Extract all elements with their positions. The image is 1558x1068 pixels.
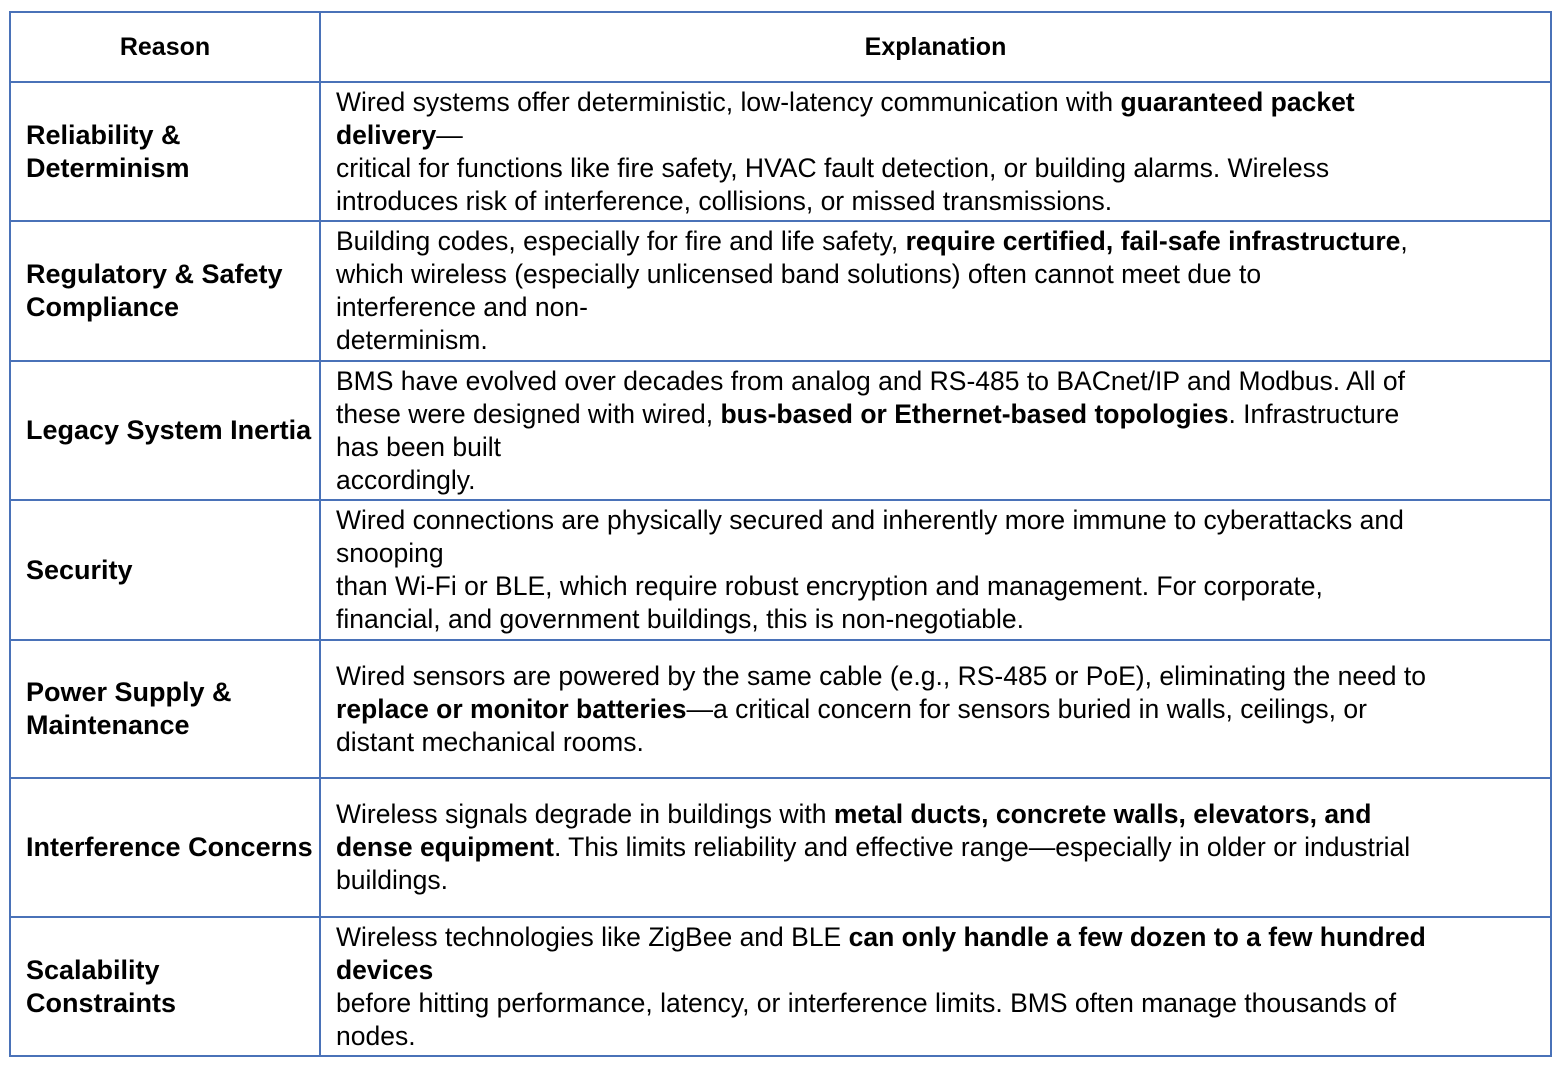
- explanation-line: [336, 152, 1550, 185]
- explanation-line: [336, 185, 1550, 218]
- table-row: [10, 361, 1551, 500]
- explanation-line: [336, 987, 1550, 1020]
- table-row: [10, 917, 1551, 1056]
- explanation-line: [336, 365, 1550, 398]
- explanation-line: [336, 258, 1550, 291]
- explanation-text: has been built: [336, 431, 502, 462]
- explanation-line: [336, 225, 1550, 258]
- explanation-line: [336, 693, 1550, 726]
- explanation-emphasis: metal ducts, concrete walls, elevators, and: [833, 799, 1372, 829]
- explanation-emphasis: can only handle a few dozen to a few hundred: [848, 921, 1426, 952]
- table-row: [10, 778, 1551, 917]
- explanation-text: ,: [1400, 226, 1408, 256]
- explanation-cell: [320, 640, 1551, 778]
- explanation-line: [336, 864, 1550, 897]
- explanation-text: distant mechanical rooms.: [336, 726, 644, 757]
- explanation-line: [336, 570, 1550, 603]
- explanation-line: [336, 603, 1550, 636]
- explanation-emphasis: devices: [336, 954, 434, 985]
- explanation-line: [336, 86, 1550, 119]
- explanation-cell: [320, 778, 1551, 917]
- table-row: [10, 500, 1551, 640]
- explanation-line: [336, 431, 1550, 464]
- explanation-text: Wired systems offer deterministic, low-latency communication with: [336, 86, 1121, 117]
- explanation-emphasis: delivery: [336, 119, 437, 150]
- explanation-text: interference and non-: [336, 292, 588, 322]
- explanation-line: [336, 726, 1550, 759]
- explanation-emphasis: guaranteed packet: [1120, 86, 1355, 117]
- table-body: [10, 82, 1551, 1056]
- explanation-text: before hitting performance, latency, or interference limits. BMS often manage thousands of: [336, 987, 1397, 1018]
- reason-cell: Regulatory & Safety Compliance: [10, 221, 320, 361]
- explanation-text: determinism.: [336, 325, 488, 355]
- explanation-text: Wired connections are physically secured and inherently more immune to cyberattacks and: [336, 505, 1404, 535]
- explanation-cell: [320, 221, 1551, 361]
- explanation-line: [336, 660, 1550, 693]
- explanation-emphasis: require certified, fail-safe infrastructure: [905, 226, 1401, 256]
- explanation-text: —: [436, 119, 463, 150]
- explanation-emphasis: bus-based or Ethernet-based topologies: [720, 398, 1229, 429]
- explanation-text: nodes.: [336, 1020, 416, 1051]
- explanation-text: BMS have evolved over decades from analog and RS-485 to BACnet/IP and Modbus. All of: [336, 365, 1405, 396]
- explanation-line: [336, 798, 1550, 831]
- reason-cell: Interference Concerns: [10, 778, 320, 917]
- explanation-line: [336, 464, 1550, 497]
- explanation-line: [336, 504, 1550, 537]
- reason-cell: Legacy System Inertia: [10, 361, 320, 500]
- reason-cell: Security: [10, 500, 320, 640]
- explanation-text: than Wi-Fi or BLE, which require robust encryption and management. For corporate,: [336, 571, 1323, 601]
- explanation-text: Building codes, especially for fire and life safety,: [336, 226, 906, 256]
- reason-cell: Scalability Constraints: [10, 917, 320, 1056]
- header-reason: Reason: [10, 12, 320, 82]
- explanation-emphasis: dense equipment: [336, 832, 554, 862]
- explanation-text: Wireless signals degrade in buildings with: [336, 799, 834, 829]
- explanation-line: [336, 537, 1550, 570]
- reason-cell: Reliability & Determinism: [10, 82, 320, 221]
- explanation-text: buildings.: [336, 865, 448, 895]
- explanation-text: snooping: [336, 538, 444, 568]
- explanation-text: . This limits reliability and effective range—especially in older or industrial: [553, 832, 1411, 862]
- explanation-text: critical for functions like fire safety, HVAC fault detection, or building alarms. Wireless: [336, 152, 1330, 183]
- table-row: [10, 221, 1551, 361]
- explanation-line: [336, 324, 1550, 357]
- explanation-text: introduces risk of interference, collisions, or missed transmissions.: [336, 185, 1113, 216]
- header-row: [10, 12, 1551, 82]
- explanation-line: [336, 831, 1550, 864]
- explanation-text: financial, and government buildings, this is non-negotiable.: [336, 604, 1024, 634]
- explanation-line: [336, 398, 1550, 431]
- explanation-text: —a critical concern for sensors buried in walls, ceilings, or: [686, 693, 1367, 724]
- reason-cell: Power Supply & Maintenance: [10, 640, 320, 778]
- explanation-cell: [320, 82, 1551, 221]
- explanation-cell: [320, 917, 1551, 1056]
- reasons-table: [9, 11, 1552, 1057]
- explanation-text: accordingly.: [336, 464, 476, 495]
- explanation-text: . Infrastructure: [1228, 398, 1400, 429]
- explanation-text: Wired sensors are powered by the same cable (e.g., RS-485 or PoE), eliminating the need to: [336, 660, 1427, 691]
- explanation-emphasis: replace or monitor batteries: [336, 693, 687, 724]
- header-explanation: Explanation: [320, 12, 1551, 82]
- table-row: [10, 640, 1551, 778]
- explanation-cell: [320, 361, 1551, 500]
- explanation-text: these were designed with wired,: [336, 398, 721, 429]
- explanation-line: [336, 921, 1550, 954]
- explanation-cell: [320, 500, 1551, 640]
- explanation-line: [336, 1020, 1550, 1053]
- explanation-text: which wireless (especially unlicensed band solutions) often cannot meet due to: [336, 259, 1262, 289]
- explanation-line: [336, 291, 1550, 324]
- table-row: [10, 82, 1551, 221]
- explanation-text: Wireless technologies like ZigBee and BLE: [336, 921, 849, 952]
- explanation-line: [336, 119, 1550, 152]
- explanation-line: [336, 954, 1550, 987]
